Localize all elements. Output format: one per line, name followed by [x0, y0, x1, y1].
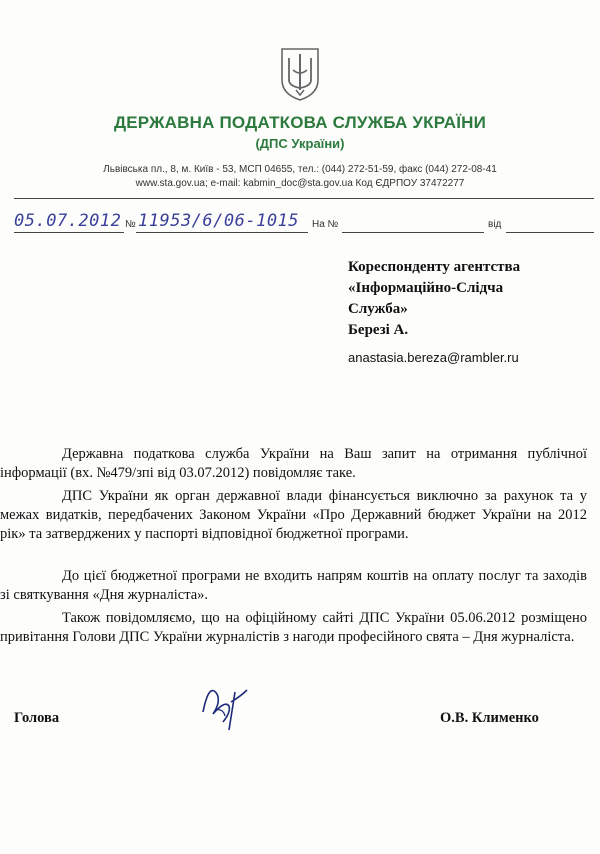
recipient-email: anastasia.bereza@rambler.ru [348, 350, 519, 365]
recipient-block [348, 257, 588, 341]
paragraph-text: Державна податкова служба України на Ваш запит на отримання публічної інформації (вх. №479/зпі від 03.07.2012) повідомляє таке. [0, 446, 587, 481]
date-underline [14, 232, 124, 233]
reference-underline [342, 232, 484, 233]
paragraph-text: ДПС України як орган державної влади фінансується виключно за рахунок та у межах видатків, передбачених Законом України «Про Державний бюджет України на 2012 рік» та затверджених у паспорті відповідної бюджетної програми. [0, 488, 587, 542]
paragraph [0, 567, 587, 605]
signatory-name: О.В. Клименко [440, 710, 539, 726]
address-line: Львівська пл., 8, м. Київ - 53, МСП 04655, тел.: (044) 272-51-59, факс (044) 272-08-41 [103, 164, 497, 175]
handwritten-signature [195, 672, 275, 732]
registration-line [14, 213, 594, 235]
organization-short-name: (ДПС України) [255, 136, 345, 151]
paragraph [0, 487, 587, 544]
handwritten-reg-number: 11953/6/06-1015 [138, 211, 300, 231]
header-divider [14, 198, 594, 199]
paragraph-text: Також повідомляємо, що на офіційному сайті ДПС України 05.06.2012 розміщено привітання Голови ДПС України журналістів з нагоди професійного свята – Дня журналіста. [0, 610, 587, 645]
from-label: від [488, 219, 502, 230]
paragraph-text: До цієї бюджетної програми не входить напрям коштів на оплату послуг та заходів зі святкування «Дня журналіста». [0, 568, 587, 603]
from-underline [506, 232, 594, 233]
recipient-line: Кореспонденту агентства [348, 259, 521, 275]
contact-line: www.sta.gov.ua; e-mail: kabmin_doc@sta.gov.ua Код ЄДРПОУ 37472277 [135, 178, 465, 189]
paragraph [0, 609, 587, 647]
organization-name: ДЕРЖАВНА ПОДАТКОВА СЛУЖБА УКРАЇНИ [113, 113, 487, 132]
handwritten-date: 05.07.2012 [14, 211, 122, 231]
signatory-position: Голова [14, 710, 60, 726]
reference-label: На № [312, 219, 339, 230]
recipient-line: Служба» [348, 301, 408, 317]
recipient-name: Березі А. [348, 322, 409, 338]
recipient-line: «Інформаційно-Слідча [348, 280, 504, 296]
number-underline [136, 232, 308, 233]
paragraph [0, 445, 587, 483]
number-label: № [125, 219, 136, 230]
trident-coat-of-arms-icon [279, 46, 321, 102]
